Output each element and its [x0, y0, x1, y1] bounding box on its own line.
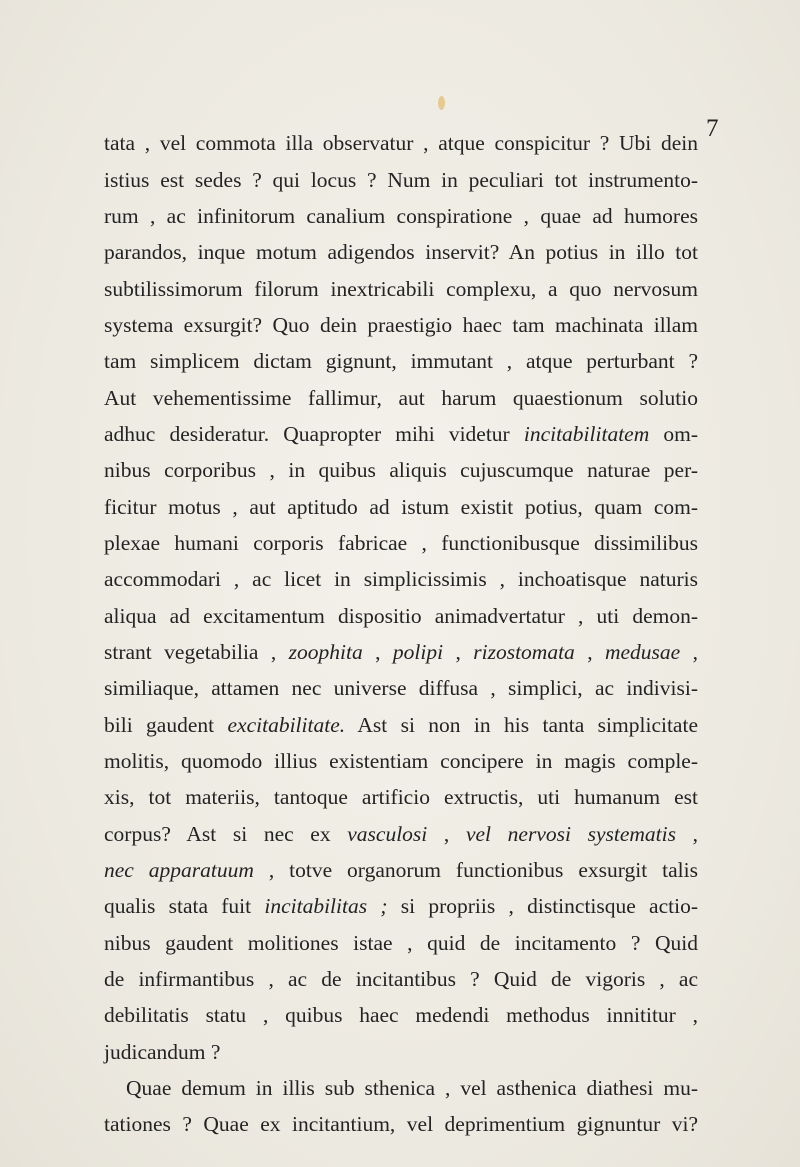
- text-line: corpus? Ast si nec ex vasculosi , vel nervosi systematis ,: [104, 822, 699, 846]
- text-line: nibus gaudent molitiones istae , quid de incitamento ? Quid: [104, 931, 698, 955]
- text-line: plexae humani corporis fabricae , functionibusque dissimilibus: [104, 531, 698, 555]
- text-line: similiaque, attamen nec universe diffusa , simplici, ac indivisi-: [104, 676, 698, 700]
- ink-stain: [438, 96, 445, 110]
- text-line: de infirmantibus , ac de incitantibus ? Quid de vigoris , ac: [104, 967, 698, 991]
- text-line: molitis, quomodo illius existentiam concipere in magis comple-: [104, 749, 698, 773]
- text-line: tata , vel commota illa observatur , atque conspicitur ? Ubi dein: [104, 131, 698, 155]
- text-line: adhuc desideratur. Quapropter mihi videtur incitabilitatem om-: [104, 422, 698, 446]
- text-line: rum , ac infinitorum canalium conspiratione , quae ad humores: [104, 204, 698, 228]
- text-line: judicandum ?: [104, 1040, 221, 1064]
- text-line: bili gaudent excitabilitate. Ast si non in his tanta simplicitate: [104, 713, 698, 737]
- text-line: debilitatis statu , quibus haec medendi methodus innititur ,: [104, 1003, 698, 1027]
- text-line: strant vegetabilia , zoophita , polipi , rizostomata , medusae ,: [104, 640, 698, 664]
- text-line: Aut vehementissime fallimur, aut harum quaestionum solutio: [104, 386, 698, 410]
- text-line: Quae demum in illis sub sthenica , vel asthenica diathesi mu-: [126, 1076, 698, 1100]
- text-line: xis, tot materiis, tantoque artificio extructis, uti humanum est: [104, 785, 698, 809]
- text-line: tam simplicem dictam gignunt, immutant , atque perturbant ?: [104, 349, 698, 373]
- text-line: parandos, inque motum adigendos inservit? An potius in illo tot: [104, 240, 698, 264]
- text-line: nibus corporibus , in quibus aliquis cujuscumque naturae per-: [104, 458, 698, 482]
- text-line: qualis stata fuit incitabilitas ; si propriis , distinctisque actio-: [104, 894, 698, 918]
- text-line: ficitur motus , aut aptitudo ad istum existit potius, quam com-: [104, 495, 698, 519]
- text-line: accommodari , ac licet in simplicissimis , inchoatisque naturis: [104, 567, 698, 591]
- page-number: 7: [706, 115, 719, 142]
- text-line: systema exsurgit? Quo dein praestigio haec tam machinata illam: [104, 313, 698, 337]
- text-line: aliqua ad excitamentum dispositio animadvertatur , uti demon-: [104, 604, 698, 628]
- text-line: tationes ? Quae ex incitantium, vel deprimentium gignuntur vi?: [104, 1112, 698, 1136]
- text-line: nec apparatuum , totve organorum functionibus exsurgit talis: [104, 858, 698, 882]
- text-line: istius est sedes ? qui locus ? Num in peculiari tot instrumento-: [104, 168, 698, 192]
- text-line: subtilissimorum filorum inextricabili complexu, a quo nervosum: [104, 277, 698, 301]
